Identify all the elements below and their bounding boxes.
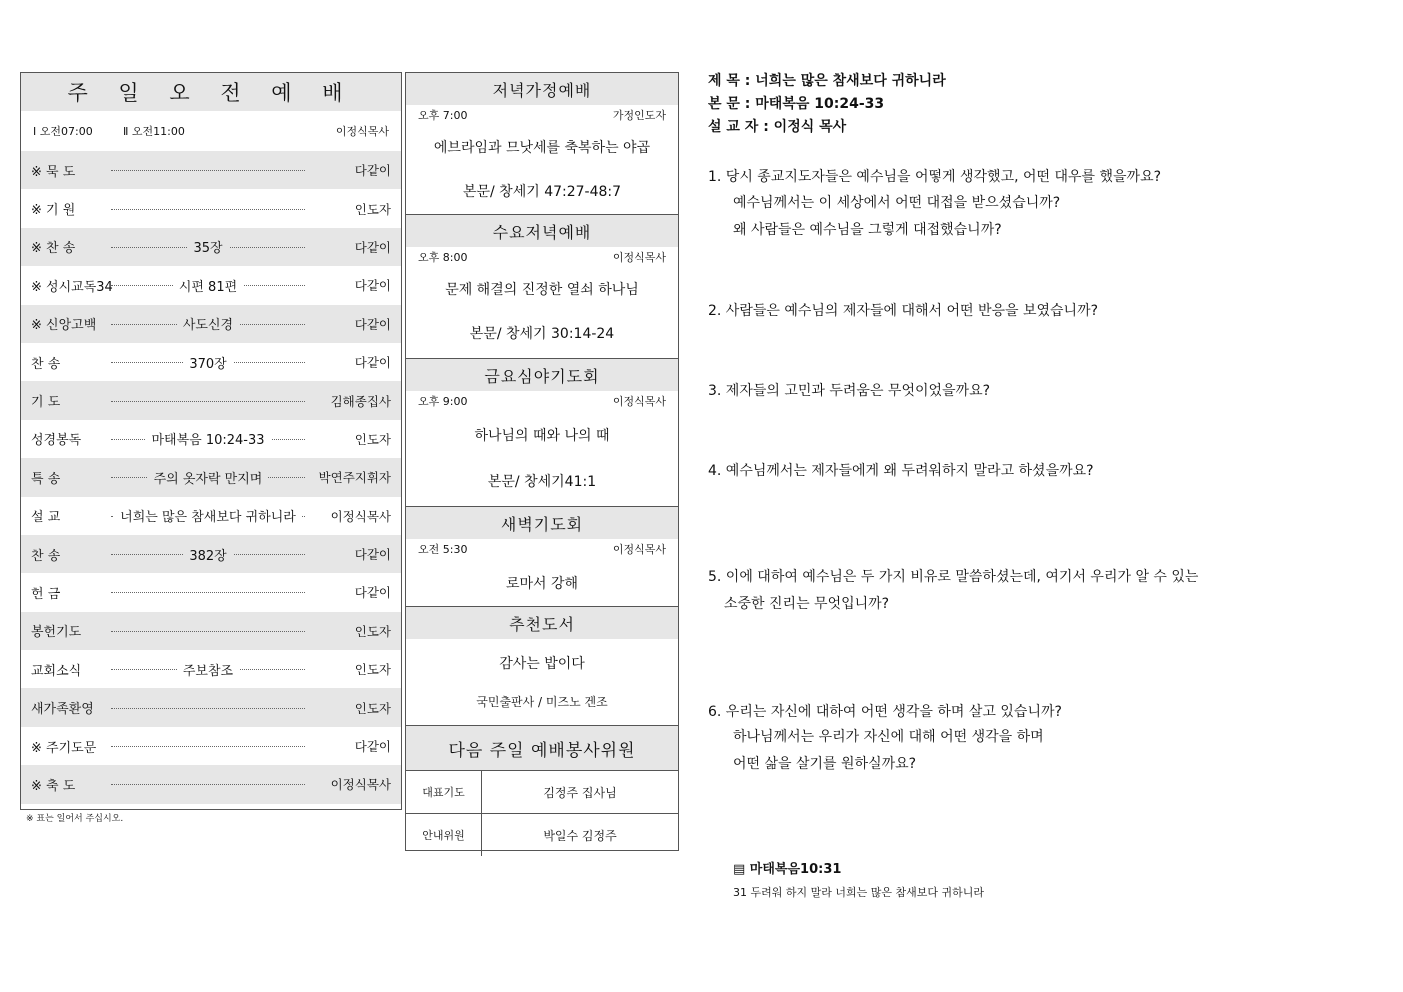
- service-leader: 이정식목사: [335, 125, 389, 138]
- leader-dots: [111, 209, 305, 210]
- wed-scripture: 본문/ 창세기 30:14-24: [469, 326, 615, 342]
- order-detail: [111, 688, 305, 726]
- order-detail-text: 주보참조: [177, 660, 239, 679]
- leader-dots: [111, 708, 305, 709]
- wed-time: 오후 8:00: [418, 251, 468, 264]
- order-leader: 다같이: [354, 239, 391, 255]
- order-leader: 인도자: [354, 201, 391, 217]
- worship-order-title: 주 일 오 전 예 배: [21, 73, 401, 111]
- order-row: [21, 497, 401, 535]
- order-detail: [111, 189, 305, 227]
- dawn-time: 오전 5:30: [418, 543, 468, 556]
- question-1-sub-1: 예수님께서는 이 세상에서 어떤 대접을 받으셨습니까?: [733, 195, 1061, 211]
- order-row: [21, 420, 401, 458]
- table-row: [406, 814, 678, 857]
- question-1: 1. 당시 종교지도자들은 예수님을 어떻게 생각했고, 어떤 대우를 했을까요?: [708, 169, 1162, 185]
- volunteer-role: 안내위원: [406, 814, 482, 857]
- order-row: [21, 573, 401, 611]
- wed-title: 수요저녁예배: [406, 215, 678, 247]
- order-label: 찬 송: [31, 356, 61, 372]
- fri-leader: 이정식목사: [612, 395, 666, 408]
- volunteer-role: 대표기도: [406, 771, 482, 814]
- order-row: [21, 535, 401, 573]
- book-publisher: 국민출판사 / 미즈노 겐조: [476, 695, 608, 709]
- order-label: ※ 성시교독34: [31, 279, 113, 295]
- order-detail-text: 시편 81편: [173, 276, 243, 295]
- order-label: ※ 기 원: [31, 203, 76, 219]
- sermon-preacher-row: [708, 116, 846, 136]
- question-6: 6. 우리는 자신에 대하여 어떤 생각을 하며 살고 있습니까?: [708, 704, 1062, 720]
- order-leader: 다같이: [354, 547, 391, 563]
- order-row: [21, 343, 401, 381]
- book-name: 감사는 밥이다: [499, 656, 585, 672]
- order-detail: [111, 650, 305, 688]
- question-5-cont: 소중한 진리는 무엇입니까?: [724, 596, 890, 612]
- order-detail: [111, 765, 305, 803]
- service-time-1: Ⅰ 오전07:00: [33, 125, 93, 138]
- order-row: [21, 189, 401, 227]
- order-label: ※ 주기도문: [31, 740, 97, 756]
- order-detail: [111, 497, 305, 535]
- order-leader: 이정식목사: [330, 508, 391, 524]
- leader-dots: [111, 401, 305, 402]
- evening-family-worship: [405, 72, 679, 215]
- leader-dots: [111, 592, 305, 593]
- order-detail: [111, 535, 305, 573]
- order-label: ※ 찬 송: [31, 241, 76, 257]
- order-detail-text: 사도신경: [177, 314, 239, 333]
- order-detail: [111, 305, 305, 343]
- order-detail: [111, 381, 305, 419]
- order-leader: 김해종집사: [330, 393, 391, 409]
- order-label: ※ 묵 도: [31, 164, 76, 180]
- question-1-sub-2: 왜 사람들은 예수님을 그렇게 대접했습니까?: [733, 222, 1002, 238]
- leader-dots: [111, 170, 305, 171]
- wed-leader: 이정식목사: [612, 251, 666, 264]
- order-leader: 박연주지휘자: [318, 470, 391, 486]
- evening-sermon: 에브라임과 므낫세를 축복하는 야곱: [433, 140, 651, 156]
- leader-dots: [111, 784, 305, 785]
- order-detail-text: 너희는 많은 참새보다 귀하니라: [114, 506, 302, 525]
- order-label: 새가족환영: [31, 702, 94, 718]
- next-title: 다음 주일 예배봉사위원: [406, 726, 678, 770]
- volunteer-name: 박일수 김정주: [482, 814, 679, 857]
- evening-leader: 가정인도자: [612, 109, 666, 122]
- standing-note: ※ 표는 일어서 주십시오.: [26, 814, 124, 824]
- verse-heading: ▤ 마태복음10:31: [733, 862, 842, 877]
- order-label: ※ 신앙고백: [31, 318, 97, 334]
- order-row: [21, 650, 401, 688]
- verse-text: 31 두려워 하지 말라 너희는 많은 참새보다 귀하니라: [733, 886, 984, 899]
- order-row: [21, 305, 401, 343]
- worship-order-panel: [20, 72, 402, 810]
- question-5: 5. 이에 대하여 예수님은 두 가지 비유로 말씀하셨는데, 여기서 우리가 알 수 있는: [708, 569, 1199, 585]
- order-label: ※ 축 도: [31, 778, 76, 794]
- book-title-header: 추천도서: [406, 607, 678, 639]
- order-detail-text: 35장: [187, 237, 228, 256]
- service-time-2: Ⅱ 오전11:00: [123, 125, 185, 138]
- order-detail-text: 370장: [183, 353, 232, 372]
- evening-title: 저녁가정예배: [406, 73, 678, 105]
- order-row: [21, 727, 401, 765]
- order-label: 기 도: [31, 395, 61, 411]
- order-label: 교회소식: [31, 663, 82, 679]
- fri-title: 금요심야기도회: [406, 359, 678, 391]
- dawn-prayer: [405, 506, 679, 607]
- sermon-title-label: 제 목 :: [708, 73, 751, 89]
- question-2: 2. 사람들은 예수님의 제자들에 대해서 어떤 반응을 보였습니까?: [708, 303, 1099, 319]
- sermon-preacher: 이정식 목사: [773, 119, 847, 135]
- evening-scripture: 본문/ 창세기 47:27-48:7: [462, 184, 622, 200]
- volunteer-name: 김정주 집사님: [482, 771, 679, 814]
- recommended-book: [405, 606, 679, 726]
- sermon-preacher-label: 설 교 자 :: [708, 119, 769, 135]
- order-row: [21, 458, 401, 496]
- order-leader: 인도자: [354, 623, 391, 639]
- wednesday-evening-worship: [405, 214, 679, 359]
- order-leader: 다같이: [354, 585, 391, 601]
- sermon-title-row: [708, 70, 946, 90]
- order-detail: [111, 420, 305, 458]
- order-detail: [111, 228, 305, 266]
- order-detail: [111, 458, 305, 496]
- order-detail: [111, 573, 305, 611]
- order-label: 찬 송: [31, 548, 61, 564]
- evening-time: 오후 7:00: [418, 109, 468, 122]
- table-row: [406, 771, 678, 814]
- next-week-volunteers: [405, 725, 679, 851]
- leader-dots: [111, 631, 305, 632]
- order-row: [21, 228, 401, 266]
- order-row: [21, 688, 401, 726]
- order-leader: 다같이: [354, 739, 391, 755]
- order-leader: 다같이: [354, 355, 391, 371]
- sermon-title: 너희는 많은 참새보다 귀하니라: [755, 73, 946, 89]
- order-leader: 다같이: [354, 316, 391, 332]
- order-leader: 인도자: [354, 662, 391, 678]
- order-detail-text: 주의 옷자락 만지며: [148, 468, 269, 487]
- sermon-text-row: [708, 93, 884, 113]
- fri-sermon: 하나님의 때와 나의 때: [474, 428, 610, 444]
- order-label: 설 교: [31, 510, 61, 526]
- dawn-title: 새벽기도회: [406, 507, 678, 539]
- order-label: 봉헌기도: [31, 625, 82, 641]
- leader-dots: [111, 746, 305, 747]
- order-detail-text: 382장: [183, 545, 232, 564]
- question-6-sub-2: 어떤 삶을 살기를 원하실까요?: [733, 756, 917, 772]
- question-6-sub-1: 하나님께서는 우리가 자신에 대해 어떤 생각을 하며: [733, 729, 1044, 745]
- sermon-text-label: 본 문 :: [708, 96, 751, 112]
- service-times: [21, 111, 401, 151]
- order-label: 특 송: [31, 471, 61, 487]
- volunteer-table: [406, 770, 678, 856]
- question-3: 3. 제자들의 고민과 두려움은 무엇이었을까요?: [708, 383, 991, 399]
- order-leader: 다같이: [354, 163, 391, 179]
- order-leader: 인도자: [354, 700, 391, 716]
- order-leader: 다같이: [354, 278, 391, 294]
- sermon-text: 마태복음 10:24-33: [755, 96, 885, 112]
- dawn-sermon: 로마서 강해: [505, 576, 579, 592]
- order-row: [21, 381, 401, 419]
- order-detail: [111, 727, 305, 765]
- dawn-leader: 이정식목사: [612, 543, 666, 556]
- order-detail: [111, 266, 305, 304]
- order-label: 성경봉독: [31, 433, 82, 449]
- order-leader: 이정식목사: [330, 777, 391, 793]
- order-detail: [111, 612, 305, 650]
- order-row: [21, 612, 401, 650]
- order-row: [21, 266, 401, 304]
- order-row: [21, 151, 401, 189]
- friday-night-prayer: [405, 358, 679, 507]
- question-4: 4. 예수님께서는 제자들에게 왜 두려워하지 말라고 하셨을까요?: [708, 463, 1094, 479]
- order-detail-text: 마태복음 10:24-33: [145, 429, 270, 448]
- wed-sermon: 문제 해결의 진정한 열쇠 하나님: [445, 282, 639, 298]
- order-leader: 인도자: [354, 431, 391, 447]
- order-detail: [111, 343, 305, 381]
- order-label: 헌 금: [31, 586, 61, 602]
- order-rows: [21, 151, 401, 804]
- order-row: [21, 765, 401, 803]
- fri-scripture: 본문/ 창세기41:1: [487, 474, 597, 490]
- order-detail: [111, 151, 305, 189]
- fri-time: 오후 9:00: [418, 395, 468, 408]
